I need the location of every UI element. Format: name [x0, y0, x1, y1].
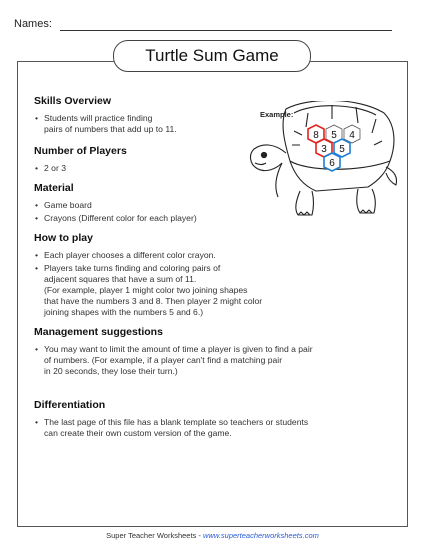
- hex-number: 4: [349, 130, 355, 141]
- list-item: • Crayons (Different color for each player): [34, 213, 379, 224]
- footer-link[interactable]: www.superteacherworksheets.com: [202, 531, 319, 540]
- footer: [0, 531, 425, 540]
- hex-number: 5: [339, 144, 345, 155]
- list-item: • The last page of this file has a blank template so teachers or students can create their own custom version of the game.: [34, 417, 379, 439]
- names-label: Names:: [14, 18, 52, 30]
- page-title: Turtle Sum Game: [113, 40, 311, 72]
- section-heading: Differentiation: [34, 399, 106, 411]
- turtle-illustration: [246, 101, 402, 225]
- list-item: • You may want to limit the amount of time a player is given to find a pair of numbers. (For example, if a player can't find a matching pair in 20 seconds, they lose their turn.): [34, 344, 379, 377]
- hex-number: 8: [313, 130, 319, 141]
- section-how-to-play: [34, 232, 379, 318]
- hex-number: 5: [331, 130, 337, 141]
- section-management: [34, 326, 379, 377]
- names-row: [14, 18, 392, 34]
- list-item: • Game board: [34, 200, 379, 211]
- section-heading: Management suggestions: [34, 326, 163, 338]
- list-item: • Each player chooses a different color crayon.: [34, 250, 379, 261]
- list-item: • Players take turns finding and coloring pairs of adjacent squares that have a sum of 11. (For example, player 1 might color two joining shapes that have the numbers 3 and 8. Then player 2 might color joining shapes with the numbers 5 and 6.): [34, 263, 379, 318]
- list-item: • Students will practice finding pairs of numbers that add up to 11.: [34, 113, 379, 135]
- section-heading: Material: [34, 182, 74, 194]
- list-item: • 2 or 3: [34, 163, 379, 174]
- section-heading: Number of Players: [34, 145, 127, 157]
- example-label: Example:: [260, 110, 294, 119]
- names-line[interactable]: [60, 30, 392, 31]
- section-differentiation: [34, 399, 379, 439]
- footer-text: Super Teacher Worksheets -: [106, 531, 203, 540]
- section-heading: How to play: [34, 232, 93, 244]
- section-heading: Skills Overview: [34, 95, 112, 107]
- hex-number: 6: [329, 158, 335, 169]
- hex-number: 3: [321, 144, 327, 155]
